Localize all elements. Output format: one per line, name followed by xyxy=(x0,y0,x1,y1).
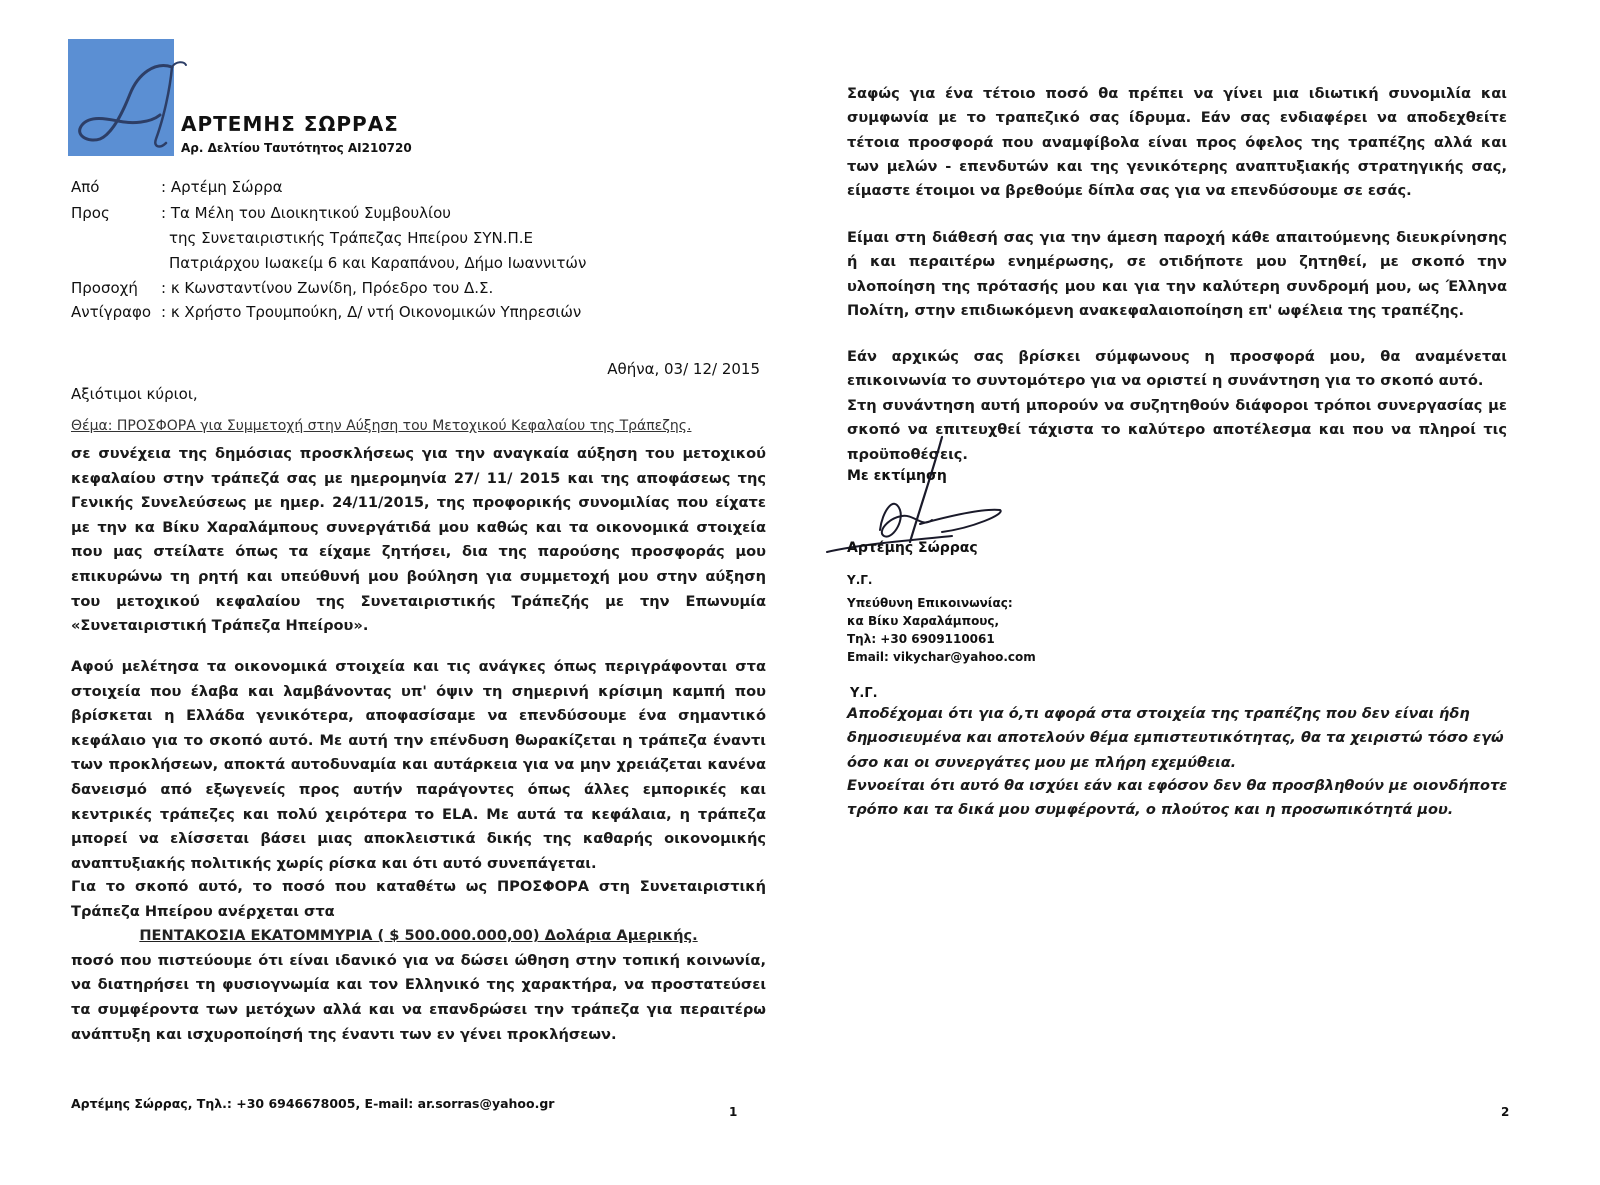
subject-line: Θέμα: ΠΡΟΣΦΟΡΑ για Συμμετοχή στην Αύξηση του Μετοχικού Κεφαλαίου της Τράπεζης. xyxy=(71,418,692,434)
contact-title: Υπεύθυνη Επικοινωνίας: xyxy=(847,596,1013,610)
page-number: 2 xyxy=(1501,1105,1510,1119)
page2-paragraph-3: Εάν αρχικώς σας βρίσκει σύμφωνους η προσφορά μου, θα αναμένεται επικοινωνία το συντομότερο για να οριστεί η συνάντηση για το σκοπό αυτό. xyxy=(847,348,1507,390)
header-label: Αντίγραφο xyxy=(71,303,152,321)
contact-name: κα Βίκυ Χαραλάμπους, xyxy=(847,614,1000,628)
page2-paragraph-2: Είμαι στη διάθεσή σας για την άμεση παροχή κάθε απαιτούμενης διευκρίνησης ή και περαιτέρω ενημέρωσης, σε οτιδήποτε μου ζητηθεί, με σκοπό την υλοποίηση της πρότασής μου και για την καλύτερη συνδρομή μου, ως Έλληνα Πολίτη, στην επιδιωκόμενη ανακεφαλαιοποίηση επ' ωφέλεια της τραπέζης. xyxy=(847,229,1507,319)
ps-label-2: Υ.Γ. xyxy=(850,686,878,701)
paragraph-3-text-end: στη Συνεταιριστική Τράπεζα Ηπείρου ανέρχεται στα xyxy=(71,878,766,920)
ps-condition-text: Εννοείται ότι αυτό θα ισχύει εάν και εφόσον δεν θα προσβληθούν με οιονδήποτε τρόπο και τα δικά μου συμφέροντά, ο πλούτος και η προσωπικότητά μου. xyxy=(847,778,1508,819)
paragraph-4: ποσό που πιστεύουμε ότι είναι ιδανικό για να δώσει ώθηση στην τοπική κοινωνία, να διατηρήσει τη φυσιογνωμία και τον Ελληνικό της χαρακτήρα, να προστατεύσει τα συμφέροντα των μετόχων αλλά και να επανδρώσει την τράπεζα για περαιτέρω ανάπτυξη και ισχυροποίησή της έναντι των εν γένει προκλήσεων. xyxy=(71,951,766,1043)
footer-contact: Αρτέμης Σώρρας, Τηλ.: +30 6946678005, E-mail: ar.sorras@yahoo.gr xyxy=(71,1096,555,1111)
paragraph-2: Αφού μελέτησα τα οικονομικά στοιχεία και τις ανάγκες όπως περιγράφονται στα στοιχεία που έλαβα και λαμβάνοντας υπ' όψιν τη σημερινή κρίσιμη καμπή που βρίσκεται η Ελλάδα γενικότερα, αποφασίσαμε να επενδύσουμε ένα σημαντικό κεφάλαιο για το σκοπό αυτό. Με αυτή την επένδυση θωρακίζεται η τράπεζα έναντι των προκλήσεων, αποκτά αυτοδυναμία και αυτάρκεια για να μην χρειάζεται κανένα δανεισμό από εξωγενείς προς αυτήν παράγοντες όπως άλλες εμπορικές και κεντρικές τράπεζες και πολύ χειρότερα το ELA. Με αυτά τα κεφάλαια, η τράπεζα μπορεί να ελίσσεται βάσει μιας αποκλειστικά δικής της καθαρής οικονομικής αναπτυξιακής πολιτικής χωρίς ρίσκα και ότι αυτό συνεπάγεται. xyxy=(71,658,766,872)
header-to-row-2 xyxy=(71,229,533,247)
ps-confidentiality-text: Αποδέχομαι ότι για ό,τι αφορά στα στοιχεία της τραπέζης που δεν είναι ήδη δημοσιευμένα και αποτελούν θέμα εμπιστευτικότητας, θα τα χειριστώ τόσο εγώ όσο και οι συνεργάτες μου με πλήρη εχεμύθεια. xyxy=(847,706,1504,771)
contact-email: Email: vikychar@yahoo.com xyxy=(847,650,1036,664)
header-label: Προσοχή xyxy=(71,279,138,297)
paragraph-3 xyxy=(71,875,766,1047)
header-value: Πατριάρχου Ιωακείμ 6 και Καραπάνου, Δήμο Ιωαννιτών xyxy=(169,254,587,272)
header-value: : κ Κωνσταντίνου Ζωνίδη, Πρόεδρο του Δ.Σ. xyxy=(161,279,494,297)
ps-label-1: Υ.Γ. xyxy=(847,573,873,587)
header-value: της Συνεταιριστικής Τράπεζας Ηπείρου ΣΥΝ.Π.Ε xyxy=(169,229,533,247)
contact-phone: Τηλ: +30 6909110061 xyxy=(847,632,995,646)
monogram-a-icon xyxy=(60,39,190,156)
page2-paragraph-1: Σαφώς για ένα τέτοιο ποσό θα πρέπει να γίνει μια ιδιωτική συνομιλία και συμφωνία με το τραπεζικό σας ίδρυμα. Εάν σας ενδιαφέρει να αποδεχθείτε τέτοια προσφορά που αναμφίβολα είναι προς όφελος της τραπέζης αλλά και των μελών - επενδυτών και της γενικότερης αναπτυξιακής στρατηγικής σας, είμαστε έτοιμοι να βρεθούμε δίπλα σας για να επενδύσουμε σε εσάς. xyxy=(847,85,1507,200)
closing: Με εκτίμηση xyxy=(847,468,947,484)
header-to-row-3 xyxy=(71,254,586,272)
header-label: Προς xyxy=(71,204,110,222)
sender-name: ΑΡΤΕΜΗΣ ΣΩΡΡΑΣ xyxy=(181,112,399,136)
letter-date: Αθήνα, 03/ 12/ 2015 xyxy=(607,360,760,378)
header-attention-row xyxy=(71,279,493,297)
signer-name: Αρτέμης Σώρρας xyxy=(847,540,978,556)
paragraph-3-text: Για το σκοπό αυτό, το ποσό που καταθέτω ως xyxy=(71,878,488,895)
letter-page-2 xyxy=(800,0,1600,1185)
header-value: : Τα Μέλη του Διοικητικού Συμβουλίου xyxy=(161,204,451,222)
page2-paragraph-4: Στη συνάντηση αυτή μπορούν να συζητηθούν διάφοροι τρόποι συνεργασίας με σκοπό να επιτευχθεί τάχιστα το καλύτερο αποτέλεσμα και που να πληροί τις προϋποθέσεις. xyxy=(847,397,1507,463)
header-from-row xyxy=(71,178,283,196)
sender-id-number: Αρ. Δελτίου Ταυτότητος ΑΙ210720 xyxy=(181,141,412,155)
logo-monogram-icon xyxy=(68,39,174,156)
offer-amount: ΠΕΝΤΑΚΟΣΙΑ ΕΚΑΤΟΜΜΥΡΙΑ ( $ 500.000.000,00) Δολάρια Αμερικής. xyxy=(139,927,698,945)
header-copy-row xyxy=(71,303,581,321)
page-number: 1 xyxy=(729,1105,738,1119)
header-value: : Αρτέμη Σώρρα xyxy=(161,178,283,196)
header-to-row xyxy=(71,204,451,222)
header-value: : κ Χρήστο Τρουμπούκη, Δ/ ντή Οικονομικών Υπηρεσιών xyxy=(161,303,582,321)
header-label: Από xyxy=(71,178,100,196)
offer-keyword: ΠΡΟΣΦΟΡΑ xyxy=(496,878,590,895)
greeting: Αξιότιμοι κύριοι, xyxy=(71,385,198,403)
paragraph-1: σε συνέχεια της δημόσιας προσκλήσεως για την αναγκαία αύξηση του μετοχικού κεφαλαίου στην τράπεζά σας με ημερομηνία 27/ 11/ 2015 και της αποφάσεως της Γενικής Συνελεύσεως με ημερ. 24/11/2015, της προφορικής συνομιλίας που είχατε με την κα Βίκυ Χαραλάμπους συνεργάτιδά μου καθώς και τα οικονομικά στοιχεία που μας στείλατε όπως τα είχαμε ζητήσει, δια της παρούσης προσφοράς μου επικυρώνω τη ρητή και υπεύθυνή μου βούληση για συμμετοχή μου στην αύξηση του μετοχικού κεφαλαίου της Συνεταιριστικής Τράπεζής με την Επωνυμία «Συνεταιριστική Τράπεζα Ηπείρου». xyxy=(71,445,766,635)
